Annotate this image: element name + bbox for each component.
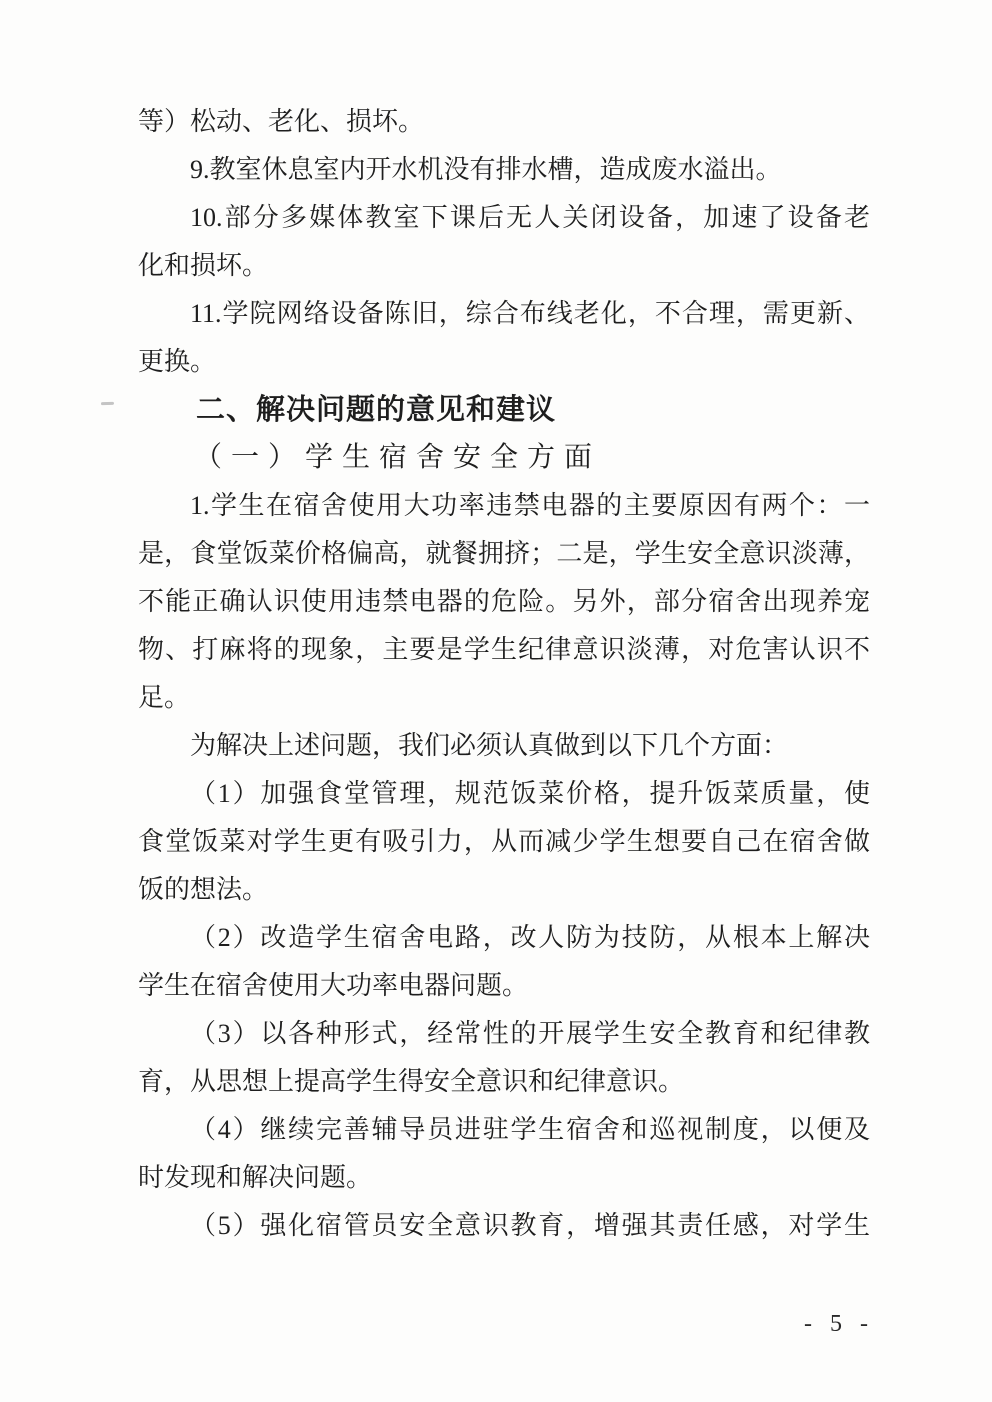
text-line: 食堂饭菜对学生更有吸引力，从而减少学生想要自己在宿舍做 xyxy=(138,827,870,856)
text-line: （2）改造学生宿舍电路，改人防为技防，从根本上解决 xyxy=(190,923,870,952)
text-line: （4）继续完善辅导员进驻学生宿舍和巡视制度，以便及 xyxy=(190,1115,870,1144)
text-line: 是，食堂饭菜价格偏高，就餐拥挤；二是，学生安全意识淡薄， xyxy=(138,539,870,568)
text-line: 10.部分多媒体教室下课后无人关闭设备，加速了设备老 xyxy=(190,203,870,232)
text-line: 育，从思想上提高学生得安全意识和纪律意识。 xyxy=(138,1067,685,1096)
text-line: 化和损坏。 xyxy=(138,251,269,280)
text-line: 时发现和解决问题。 xyxy=(138,1163,373,1192)
text-line: 学生在宿舍使用大功率电器问题。 xyxy=(138,971,529,1000)
document-body xyxy=(138,98,870,1250)
text-line: 饭的想法。 xyxy=(138,875,269,904)
page-number: - 5 - xyxy=(804,1311,874,1337)
text-line: 为解决上述问题，我们必须认真做到以下几个方面： xyxy=(190,731,789,760)
text-line: 11.学院网络设备陈旧，综合布线老化，不合理，需更新、 xyxy=(190,299,870,328)
text-line: 足。 xyxy=(138,683,191,712)
subsection-heading: （一）学生宿舍安全方面 xyxy=(194,442,602,473)
text-line: 物、打麻将的现象，主要是学生纪律意识淡薄，对危害认识不 xyxy=(138,635,870,664)
text-line: 等）松动、老化、损坏。 xyxy=(138,107,425,136)
text-line: 9.教室休息室内开水机没有排水槽，造成废水溢出。 xyxy=(190,155,782,184)
text-line: 不能正确认识使用违禁电器的危险。另外，部分宿舍出现养宠 xyxy=(138,587,870,616)
scan-artifact xyxy=(101,402,114,405)
text-line: （5）强化宿管员安全意识教育，增强其责任感，对学生 xyxy=(190,1211,870,1240)
text-line: 更换。 xyxy=(138,347,217,376)
text-line: （3）以各种形式，经常性的开展学生安全教育和纪律教 xyxy=(190,1019,870,1048)
text-line: 1.学生在宿舍使用大功率违禁电器的主要原因有两个：一 xyxy=(190,491,870,520)
section-heading: 二、解决问题的意见和建议 xyxy=(196,394,557,426)
text-line: （1）加强食堂管理，规范饭菜价格，提升饭菜质量，使 xyxy=(190,779,870,808)
